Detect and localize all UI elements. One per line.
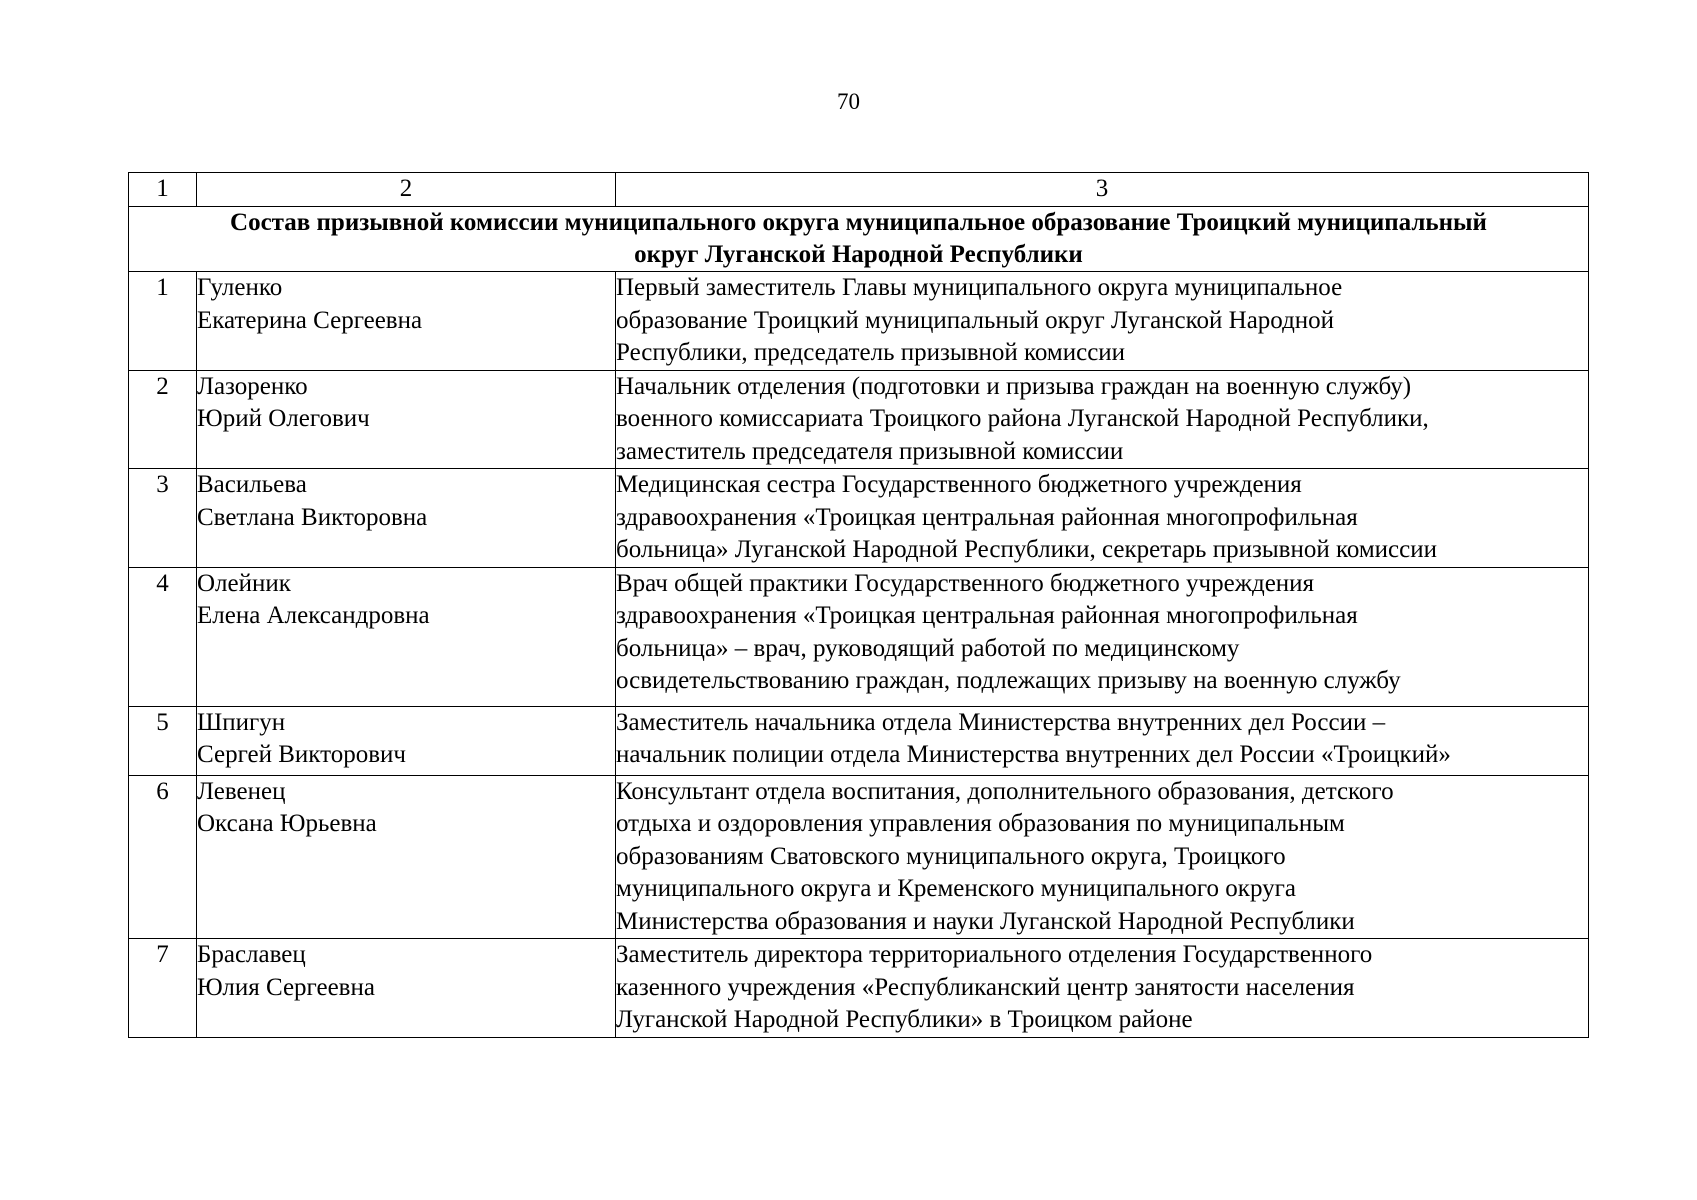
member-position (616, 272, 1589, 371)
member-position (616, 370, 1589, 469)
page-number: 70 (837, 89, 860, 114)
member-surname: Олейник (197, 569, 291, 597)
position-line: образование Троицкий муниципальный округ Луганской Народной (616, 306, 1335, 334)
position-line: начальник полиции отдела Министерства внутренних дел России «Троицкий» (616, 741, 1451, 768)
member-position (616, 775, 1589, 939)
member-position (616, 469, 1589, 568)
table-row (129, 469, 1589, 568)
column-header-name: 2 (197, 173, 616, 207)
table-row (129, 272, 1589, 371)
position-line: казенного учреждения «Республиканский центр занятости населения (616, 973, 1355, 1001)
position-line: Министерства образования и науки Луганской Народной Республики (616, 907, 1355, 935)
member-surname: Лазоренко (197, 372, 308, 400)
section-title (129, 207, 1589, 272)
row-number: 3 (129, 469, 197, 568)
table-row (129, 775, 1589, 939)
table-row (129, 939, 1589, 1038)
section-title-line: округ Луганской Народной Республики (634, 241, 1083, 268)
member-surname: Гуленко (197, 274, 283, 301)
section-title-line: Состав призывной комиссии муниципального округа муниципальное образование Троицкий муниципальный (230, 209, 1487, 236)
position-line: образованиям Сватовского муниципального округа, Троицкого (616, 842, 1286, 870)
table-row (129, 567, 1589, 706)
member-given-names: Юлия Сергеевна (197, 973, 375, 1001)
position-line: Начальник отделения (подготовки и призыва граждан на военную службу) (616, 372, 1412, 400)
position-line: отдыха и оздоровления управления образования по муниципальным (616, 810, 1345, 837)
column-header-row (129, 173, 1589, 207)
position-line: освидетельствованию граждан, подлежащих призыву на военную службу (616, 667, 1401, 694)
member-given-names: Юрий Олегович (197, 405, 370, 432)
position-line: Врач общей практики Государственного бюджетного учреждения (616, 569, 1315, 597)
position-line: здравоохранения «Троицкая центральная районная многопрофильная (616, 503, 1358, 531)
member-given-names: Светлана Викторовна (197, 503, 428, 531)
section-title-row (129, 207, 1589, 272)
row-number: 7 (129, 939, 197, 1038)
member-given-names: Екатерина Сергеевна (197, 306, 423, 334)
member-name (197, 370, 616, 469)
member-name (197, 775, 616, 939)
commission-table (128, 172, 1589, 1038)
row-number: 2 (129, 370, 197, 469)
position-line: Консультант отдела воспитания, дополнительного образования, детского (616, 777, 1394, 805)
member-given-names: Елена Александровна (197, 602, 430, 629)
position-line: здравоохранения «Троицкая центральная районная многопрофильная (616, 602, 1358, 629)
row-number: 6 (129, 775, 197, 939)
table-row (129, 706, 1589, 775)
position-line: Заместитель директора территориального отделения Государственного (616, 941, 1373, 968)
member-surname: Шпигун (197, 708, 286, 736)
member-name (197, 706, 616, 775)
member-position (616, 939, 1589, 1038)
member-given-names: Сергей Викторович (197, 741, 406, 768)
position-line: Луганской Народной Республики» в Троицком районе (616, 1006, 1193, 1033)
row-number: 4 (129, 567, 197, 706)
position-line: Медицинская сестра Государственного бюджетного учреждения (616, 471, 1302, 498)
member-name (197, 272, 616, 371)
member-surname: Левенец (197, 777, 286, 805)
position-line: Первый заместитель Главы муниципального округа муниципальное (616, 274, 1343, 301)
column-header-position: 3 (616, 173, 1589, 207)
position-line: Заместитель начальника отдела Министерства внутренних дел России – (616, 708, 1386, 736)
member-position (616, 706, 1589, 775)
member-name (197, 939, 616, 1038)
member-name (197, 567, 616, 706)
position-line: больница» Луганской Народной Республики, секретарь призывной комиссии (616, 536, 1437, 563)
position-line: заместитель председателя призывной комиссии (616, 437, 1124, 465)
position-line: больница» – врач, руководящий работой по медицинскому (616, 634, 1240, 662)
member-given-names: Оксана Юрьевна (197, 810, 377, 837)
member-surname: Васильева (197, 471, 307, 498)
member-surname: Браславец (197, 941, 306, 968)
member-name (197, 469, 616, 568)
column-header-number: 1 (129, 173, 197, 207)
position-line: Республики, председатель призывной комиссии (616, 339, 1126, 366)
member-position (616, 567, 1589, 706)
row-number: 1 (129, 272, 197, 371)
position-line: военного комиссариата Троицкого района Луганской Народной Республики, (616, 405, 1429, 432)
position-line: муниципального округа и Кременского муниципального округа (616, 875, 1296, 902)
table-row (129, 370, 1589, 469)
row-number: 5 (129, 706, 197, 775)
